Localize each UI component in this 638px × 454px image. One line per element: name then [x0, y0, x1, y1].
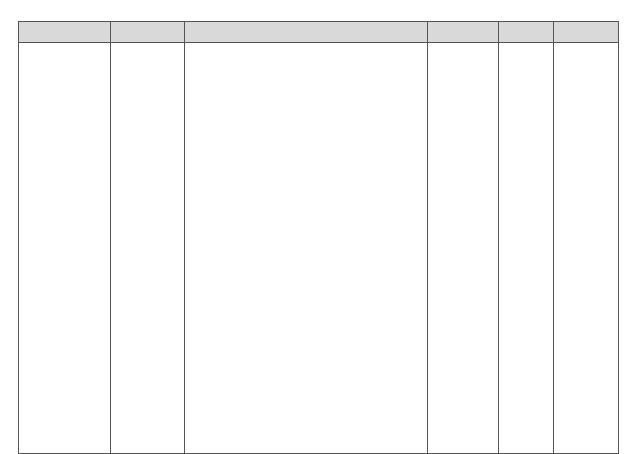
header-pendekatan-pembelajaran	[185, 22, 428, 43]
header-alokasi-waktu	[499, 22, 554, 43]
cell-pendekatan-pembelajaran	[185, 43, 428, 454]
header-sumber-belajar	[554, 22, 619, 43]
cell-sumber-belajar	[554, 43, 619, 454]
cell-kompetensi-dasar	[19, 43, 111, 454]
header-materi-pokok	[111, 22, 185, 43]
header-instrumen-penilaian	[428, 22, 499, 43]
cell-materi-pokok	[111, 43, 185, 454]
cell-alokasi-waktu	[499, 43, 554, 454]
silabus-table	[18, 21, 619, 454]
body-row	[19, 43, 619, 454]
cell-instrumen-penilaian	[428, 43, 499, 454]
header-kompetensi-dasar	[19, 22, 111, 43]
header-row	[19, 22, 619, 43]
